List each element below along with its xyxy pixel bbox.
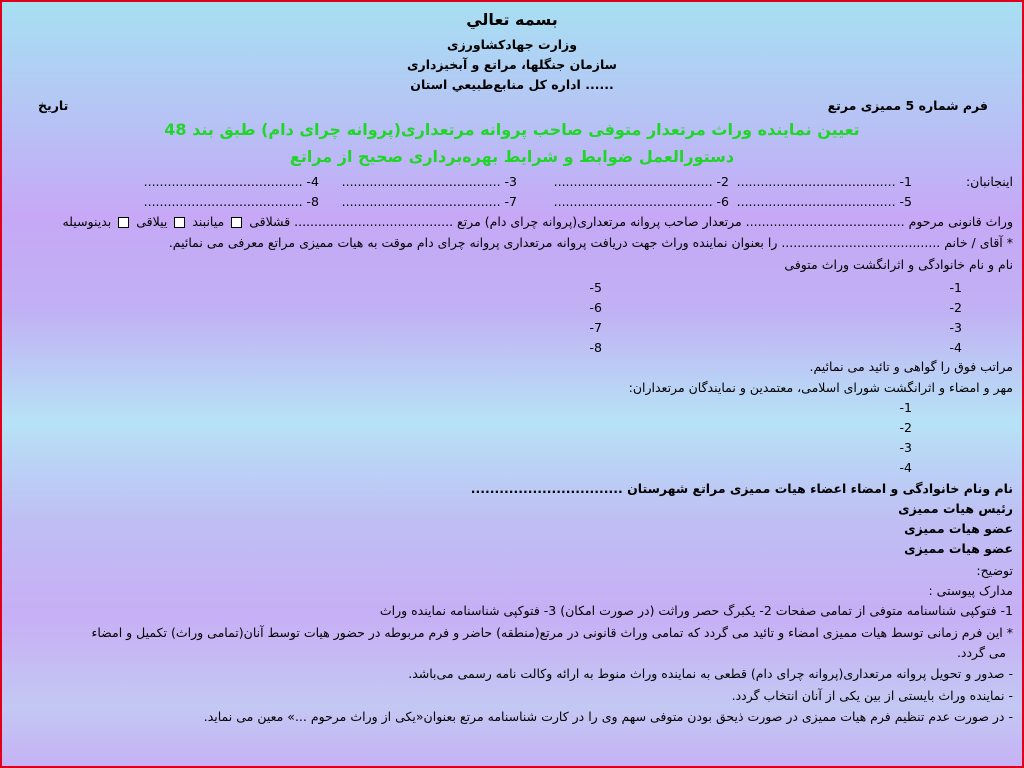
heir-number-1: 1- xyxy=(949,280,962,295)
heirs-names-label: نام و نام خانوادگی و اثرانگشت وراث متوفی xyxy=(784,257,1013,272)
heir-number-6: 6- xyxy=(589,300,602,315)
committee-chair: رئيس هيات مميزی xyxy=(898,501,1013,516)
signer-field-3: 3- ........................................ xyxy=(341,174,517,189)
representative-line: * آقای / خانم ........................................ را بعنوان نماينده وراث جهت دريافت پروانه مرتعداری پروانه چرای دام موقت به هيات مميزی مراتع معرفی می نمائيم. xyxy=(168,235,1013,250)
attachments-list: 1- فتوكپی شناسنامه متوفی از تمامی صفحات 2- يكبرگ حصر وراثت (در صورت امكان) 3- فتوكپی شناسنامه نماينده وراث xyxy=(379,603,1013,618)
council-number-3: 3- xyxy=(899,440,912,455)
note-1-continued: می گردد. xyxy=(956,645,1006,660)
basmala: بسمه تعالي xyxy=(466,10,558,29)
note-3: - نماينده وراث بايستی از بين يكی از آنان انتخاب گردد. xyxy=(731,688,1013,703)
organization-name: سازمان جنگلها، مراتع و آبخيزداری xyxy=(407,57,617,72)
committee-member-2: عضو هيات مميزی xyxy=(904,541,1013,556)
signers-label: اينجانبان: xyxy=(965,174,1013,189)
checkbox-yeylaghi[interactable] xyxy=(118,217,129,228)
signer-field-2: 2- ........................................ xyxy=(553,174,729,189)
heir-number-4: 4- xyxy=(949,340,962,355)
signer-field-7: 7- ........................................ xyxy=(341,194,517,209)
heir-number-7: 7- xyxy=(589,320,602,335)
heirs-line-prefix: وراث قانونی مرحوم ........................................ مرتعدار صاحب پروانه مرتعداری(پروانه چرای دام) مرتع ........................................ قشلاقی xyxy=(249,214,1013,229)
date-label: تاريخ xyxy=(38,98,69,113)
option-miyaband-label: ميانبند xyxy=(192,214,225,229)
committee-member-1: عضو هيات مميزی xyxy=(904,521,1013,536)
note-1: * اين فرم زمانی توسط هيات مميزی امضاء و تائيد می گردد كه تمامی وراث قانونی در مرتع(منطقه) حاضر و فرم مربوطه در حضور هيات توسط آنان(تمامی وراث) تكميل و امضاء xyxy=(91,625,1013,640)
attachments-label: مدارک پيوستی : xyxy=(928,583,1013,598)
heirs-line-suffix: بدينوسيله xyxy=(62,214,112,229)
signer-field-6: 6- ........................................ xyxy=(553,194,729,209)
form-number: فرم شماره 5 مميزی مرتع xyxy=(827,98,988,113)
council-label: مهر و امضاء و اثرانگشت شورای اسلامی، معتمدين و نمايندگان مرتعداران: xyxy=(628,380,1013,395)
signer-field-5: 5- ........................................ xyxy=(736,194,912,209)
signer-field-4: 4- ........................................ xyxy=(143,174,319,189)
option-yeylaghi-label: ييلاقی xyxy=(136,214,168,229)
note-4: - در صورت عدم تنظيم فرم هيات مميزی در صورت ذيحق بودن متوفی سهم وی را در كارت شناسنامه مرتع بعنوان«يكی از وراث مرحوم ...» معين می نمايد. xyxy=(203,709,1013,724)
committee-label: نام ونام خانوادگی و امضاء اعضاء هيات مميزی مراتع شهرستان ................................ xyxy=(470,481,1013,496)
ministry-name: وزارت جهادكشاورزی xyxy=(446,37,578,52)
signer-field-8: 8- ........................................ xyxy=(143,194,319,209)
council-number-1: 1- xyxy=(899,400,912,415)
checkbox-miyaband[interactable] xyxy=(174,217,185,228)
heir-number-2: 2- xyxy=(949,300,962,315)
heir-number-5: 5- xyxy=(589,280,602,295)
witness-text: مراتب فوق را گواهی و تائيد می نمائيم. xyxy=(809,359,1013,374)
checkbox-gheshlaghi[interactable] xyxy=(231,217,242,228)
heir-number-8: 8- xyxy=(589,340,602,355)
office-name: اداره كل منابع‌طبيعي استان ...... xyxy=(410,77,614,92)
council-number-2: 2- xyxy=(899,420,912,435)
form-title-line2: دستورالعمل ضوابط و شرايط بهره‌برداری صحيح از مراتع xyxy=(289,147,735,166)
heir-number-3: 3- xyxy=(949,320,962,335)
council-number-4: 4- xyxy=(899,460,912,475)
form-title-line1: تعيين نماينده وراث مرتعدار متوفی صاحب پروانه مرتعداری(پروانه چرای دام) طبق بند 48 xyxy=(164,120,860,139)
note-2: - صدور و تحويل پروانه مرتعداری(پروانه چرای دام) قطعی به نماينده وراث منوط به ارائه وكالت نامه رسمی می‌باشد. xyxy=(408,666,1013,681)
notes-label: توضيح: xyxy=(976,563,1013,578)
heirs-line xyxy=(62,214,1013,230)
signer-field-1: 1- ........................................ xyxy=(736,174,912,189)
